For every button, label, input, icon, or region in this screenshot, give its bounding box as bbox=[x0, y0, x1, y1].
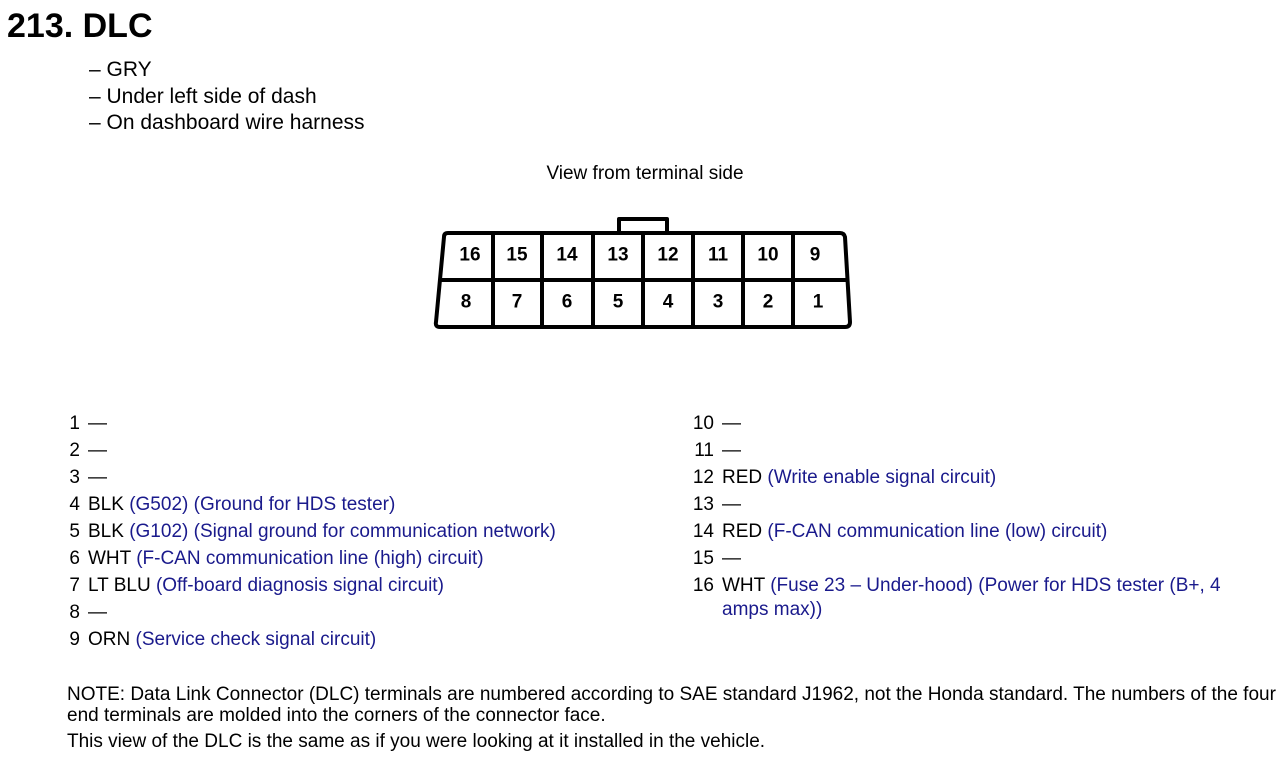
wire-color: — bbox=[722, 493, 741, 515]
terminal-number: 1 bbox=[69, 413, 80, 434]
terminal-description bbox=[714, 518, 1272, 545]
page-title: 213. DLC bbox=[7, 7, 153, 45]
terminal-row bbox=[692, 464, 1272, 491]
terminal-row bbox=[69, 518, 669, 545]
wire-color: — bbox=[88, 601, 107, 623]
terminal-number: 2 bbox=[69, 440, 80, 461]
terminal-description bbox=[714, 464, 1272, 491]
circuit-description: (G502) (Ground for HDS tester) bbox=[129, 493, 396, 515]
terminal-description bbox=[714, 491, 1272, 518]
circuit-description: (Fuse 23 – Under-hood) (Power for HDS tester (B+, 4 amps max)) bbox=[722, 574, 1221, 620]
terminal-number: 15 bbox=[692, 548, 714, 569]
pin-label: 14 bbox=[556, 244, 578, 266]
terminal-row bbox=[69, 545, 669, 572]
wire-color: WHT bbox=[88, 547, 131, 569]
connector-key-tab bbox=[619, 219, 667, 233]
circuit-description: (Off-board diagnosis signal circuit) bbox=[155, 574, 444, 596]
terminal-number: 13 bbox=[692, 494, 714, 515]
terminal-number: 6 bbox=[69, 548, 80, 569]
terminal-number: 10 bbox=[692, 413, 714, 434]
terminal-description bbox=[80, 599, 669, 626]
connector-color: – GRY bbox=[89, 58, 152, 81]
wire-color: ORN bbox=[88, 628, 131, 650]
terminal-row bbox=[69, 599, 669, 626]
wire-color: — bbox=[722, 547, 741, 569]
pin-label: 11 bbox=[707, 244, 729, 266]
pin-label: 15 bbox=[506, 244, 528, 266]
circuit-description: (F-CAN communication line (low) circuit) bbox=[767, 520, 1108, 542]
terminal-row bbox=[692, 545, 1272, 572]
view-label: View from terminal side bbox=[546, 163, 744, 184]
wire-color: BLK bbox=[88, 520, 124, 542]
terminal-number: 12 bbox=[692, 467, 714, 488]
connector-location: – Under left side of dash bbox=[89, 84, 317, 108]
terminal-row bbox=[69, 626, 669, 653]
terminal-number: 8 bbox=[69, 602, 80, 623]
wire-color: — bbox=[88, 412, 107, 434]
wire-color: — bbox=[722, 412, 741, 434]
note-section bbox=[67, 684, 1282, 752]
pin-label: 12 bbox=[657, 244, 679, 266]
pin-label: 16 bbox=[459, 244, 481, 266]
pin-label: 3 bbox=[712, 291, 724, 313]
terminal-description bbox=[714, 410, 1272, 437]
wire-color: BLK bbox=[88, 493, 124, 515]
circuit-description: (Write enable signal circuit) bbox=[767, 466, 997, 488]
wire-color: WHT bbox=[722, 574, 765, 596]
circuit-description: (F-CAN communication line (high) circuit) bbox=[136, 547, 484, 569]
pin-label: 4 bbox=[662, 291, 674, 313]
pin-label: 7 bbox=[511, 291, 523, 313]
terminal-description bbox=[714, 437, 1272, 464]
pin-label: 13 bbox=[607, 244, 629, 266]
terminal-row bbox=[69, 464, 669, 491]
terminal-row bbox=[692, 491, 1272, 518]
pin-label: 10 bbox=[757, 244, 779, 266]
circuit-description: (G102) (Signal ground for communication network) bbox=[129, 520, 556, 542]
terminal-number: 16 bbox=[692, 575, 714, 596]
terminal-number: 7 bbox=[69, 575, 80, 596]
connector-harness: – On dashboard wire harness bbox=[89, 111, 365, 134]
wire-color: RED bbox=[722, 520, 763, 542]
terminal-row bbox=[69, 437, 669, 464]
terminal-description bbox=[80, 491, 669, 518]
terminal-description bbox=[80, 437, 669, 464]
wire-color: RED bbox=[722, 466, 763, 488]
terminal-row bbox=[69, 572, 669, 599]
terminal-number: 4 bbox=[69, 494, 80, 515]
terminal-number: 5 bbox=[69, 521, 80, 542]
terminal-description bbox=[80, 464, 669, 491]
note-view-text: This view of the DLC is the same as if you were looking at it installed in the vehicle. bbox=[67, 731, 766, 752]
pin-label: 9 bbox=[809, 244, 821, 266]
terminal-number: 14 bbox=[692, 521, 714, 542]
terminal-description bbox=[80, 626, 669, 653]
terminal-number: 9 bbox=[69, 629, 80, 650]
wire-color: — bbox=[722, 439, 741, 461]
terminal-number: 3 bbox=[69, 467, 80, 488]
pin-grid bbox=[440, 233, 846, 327]
terminal-description bbox=[80, 410, 669, 437]
terminal-list-left bbox=[69, 410, 669, 653]
terminal-description bbox=[714, 545, 1272, 572]
pin-label: 6 bbox=[561, 291, 573, 313]
terminal-row bbox=[69, 410, 669, 437]
terminal-row bbox=[692, 518, 1272, 545]
wire-color: LT BLU bbox=[88, 574, 151, 596]
note-text: NOTE: Data Link Connector (DLC) terminals are numbered according to SAE standard J1962, not the Honda standard. The numbers of the four end terminals are molded into the corners of the connector face. bbox=[67, 684, 1276, 726]
terminal-description bbox=[714, 572, 1272, 623]
wire-color: — bbox=[88, 439, 107, 461]
wire-color: — bbox=[88, 466, 107, 488]
terminal-row bbox=[692, 410, 1272, 437]
terminal-number: 11 bbox=[694, 440, 714, 461]
terminal-row bbox=[692, 572, 1272, 623]
terminal-list-right bbox=[692, 410, 1272, 623]
pin-label: 1 bbox=[812, 291, 824, 313]
terminal-description bbox=[80, 572, 669, 599]
pin-label: 2 bbox=[762, 291, 774, 313]
circuit-description: (Service check signal circuit) bbox=[135, 628, 377, 650]
terminal-row bbox=[692, 437, 1272, 464]
terminal-description bbox=[80, 545, 669, 572]
pin-label: 5 bbox=[612, 291, 624, 313]
terminal-description bbox=[80, 518, 669, 545]
pin-label: 8 bbox=[460, 291, 472, 313]
terminal-row bbox=[69, 491, 669, 518]
